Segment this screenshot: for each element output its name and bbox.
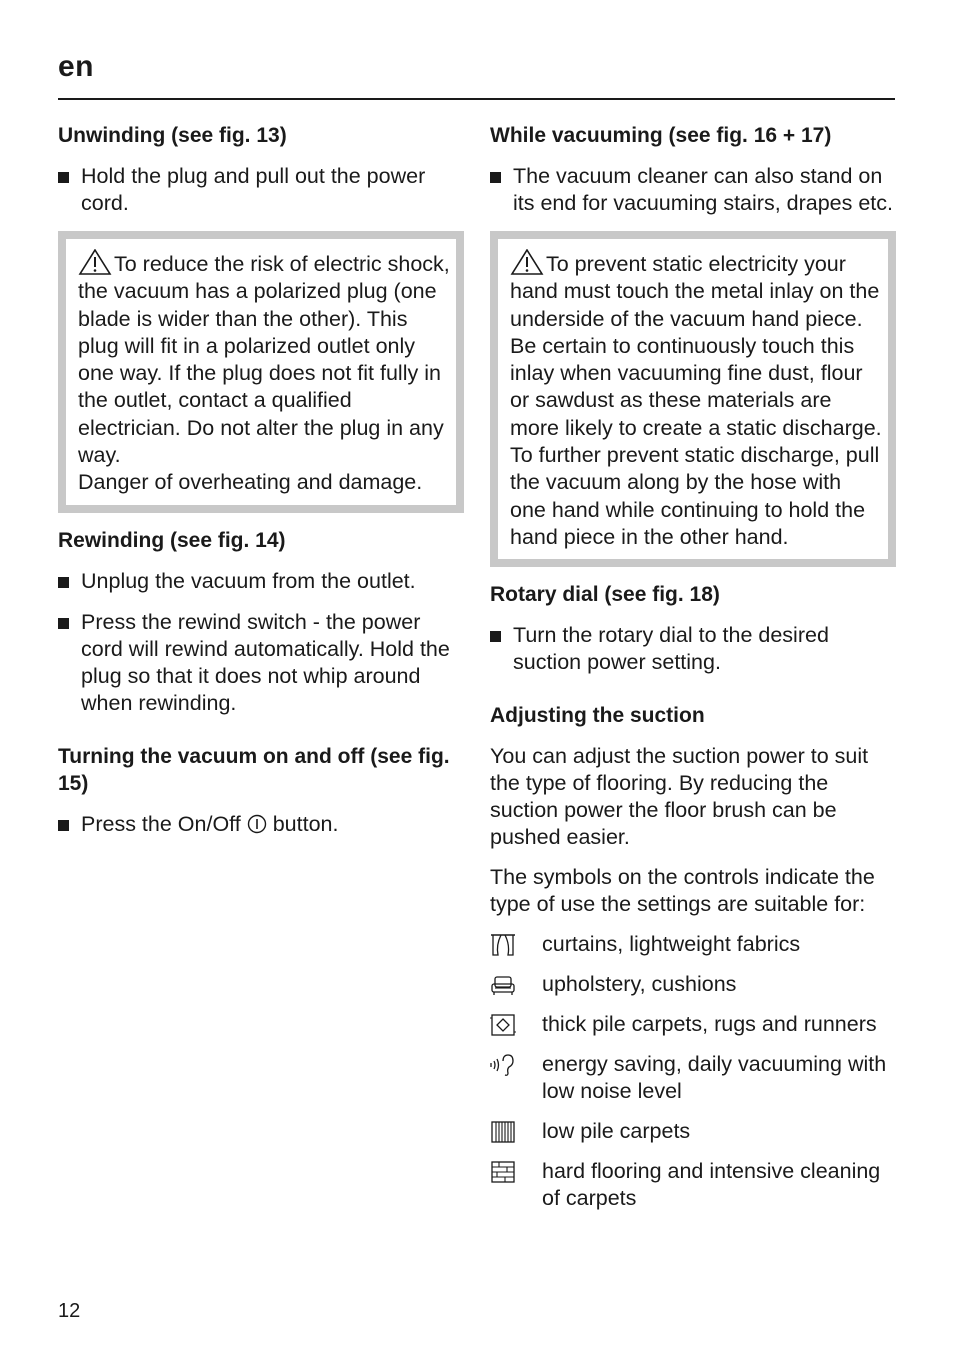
while-vacuuming-heading: While vacuuming (see fig. 16 + 17)	[490, 124, 832, 147]
while-vacuuming-bullet-text: The vacuum cleaner can also stand on its end for vacuuming stairs, drapes etc.	[513, 164, 894, 215]
energy-saving-icon	[490, 1053, 516, 1077]
bullet-square-icon	[490, 172, 501, 183]
symbol-label-hard-flooring: hard flooring and intensive cleaning of carpets	[542, 1159, 881, 1211]
static-electricity-warning-text: To prevent static electricity your hand must touch the metal inlay on the underside of the vacuum hand piece. Be certain to continuously touch this inlay when vacuuming fine dust, flour or sawdust as these materials are more likely to create a static discharge. To further prevent static discharge, pull the vacuum along by the hose with one hand while continuing to hold the hand piece in the other hand.	[510, 252, 882, 549]
bullet-square-icon	[58, 820, 69, 831]
on-off-power-icon	[247, 814, 267, 834]
bullet-square-icon	[58, 577, 69, 588]
bullet-square-icon	[58, 618, 69, 629]
rotary-dial-bullet	[490, 622, 896, 676]
bullet-square-icon	[58, 172, 69, 183]
symbol-row-energy-saving	[490, 1051, 896, 1105]
adjusting-suction-heading: Adjusting the suction	[490, 704, 705, 728]
symbol-label-curtains: curtains, lightweight fabrics	[542, 932, 801, 957]
unwinding-bullet	[58, 163, 464, 217]
overheating-warning-text: Danger of overheating and damage.	[78, 470, 423, 495]
turning-bullet-text-pre: Press the On/Off	[81, 811, 241, 836]
symbol-row-hard-flooring	[490, 1158, 896, 1212]
static-electricity-warning-box	[490, 231, 896, 567]
symbol-label-upholstery: upholstery, cushions	[542, 972, 737, 997]
adjusting-suction-para-2: The symbols on the controls indicate the type of use the settings are suitable for:	[490, 865, 875, 917]
while-vacuuming-bullet	[490, 163, 896, 217]
rewinding-bullet-2-text: Press the rewind switch - the power cord will rewind automatically. Hold the plug so that it does not whip around when rewinding.	[81, 609, 450, 715]
hard-flooring-icon	[490, 1160, 516, 1184]
curtains-icon	[490, 933, 516, 957]
rotary-dial-heading: Rotary dial (see fig. 18)	[490, 583, 720, 607]
symbol-label-low-pile-carpet: low pile carpets	[542, 1119, 691, 1144]
rewinding-heading: Rewinding (see fig. 14)	[58, 528, 286, 552]
turning-bullet-text-post: button.	[272, 811, 339, 836]
rewinding-bullet-2	[58, 609, 464, 717]
adjusting-suction-para-1: You can adjust the suction power to suit the type of flooring. By reducing the suction power the floor brush can be pushed easier.	[490, 744, 869, 850]
symbol-row-thick-carpet	[490, 1011, 896, 1038]
rewinding-bullet-1-text: Unplug the vacuum from the outlet.	[81, 568, 416, 593]
left-column	[58, 122, 464, 852]
rotary-dial-bullet-text: Turn the rotary dial to the desired suction power setting.	[513, 623, 829, 675]
symbol-label-thick-carpet: thick pile carpets, rugs and runners	[542, 1012, 877, 1037]
low-pile-carpet-icon	[490, 1120, 516, 1144]
symbol-row-upholstery	[490, 971, 896, 998]
language-code: en	[58, 50, 95, 83]
unwinding-bullet-text: Hold the plug and pull out the power cord.	[81, 164, 426, 215]
warning-triangle-icon	[510, 249, 544, 275]
symbol-row-curtains	[490, 931, 896, 958]
rewinding-bullet-1	[58, 568, 464, 595]
turning-on-off-heading: Turning the vacuum on and off (see fig. 15)	[58, 744, 450, 795]
symbol-row-low-pile-carpet	[490, 1118, 896, 1145]
polarized-plug-warning-text: To reduce the risk of electric shock, the vacuum has a polarized plug (one blade is wider than the other). This plug will fit in a polarized outlet only one way. If the plug does not fit fully in the outlet, contact a qualified electrician. Do not alter the plug in any way.	[78, 252, 450, 468]
polarized-plug-warning-box	[58, 231, 464, 513]
bullet-square-icon	[490, 631, 501, 642]
warning-triangle-icon	[78, 249, 112, 275]
turning-on-off-bullet	[58, 811, 464, 838]
page-number: 12	[58, 1300, 81, 1322]
header-rule	[58, 98, 895, 100]
upholstery-icon	[490, 973, 516, 997]
right-column	[490, 122, 896, 1225]
symbol-label-energy-saving: energy saving, daily vacuuming with low noise level	[542, 1052, 887, 1104]
unwinding-heading: Unwinding (see fig. 13)	[58, 124, 287, 147]
thick-carpet-icon	[490, 1013, 516, 1037]
